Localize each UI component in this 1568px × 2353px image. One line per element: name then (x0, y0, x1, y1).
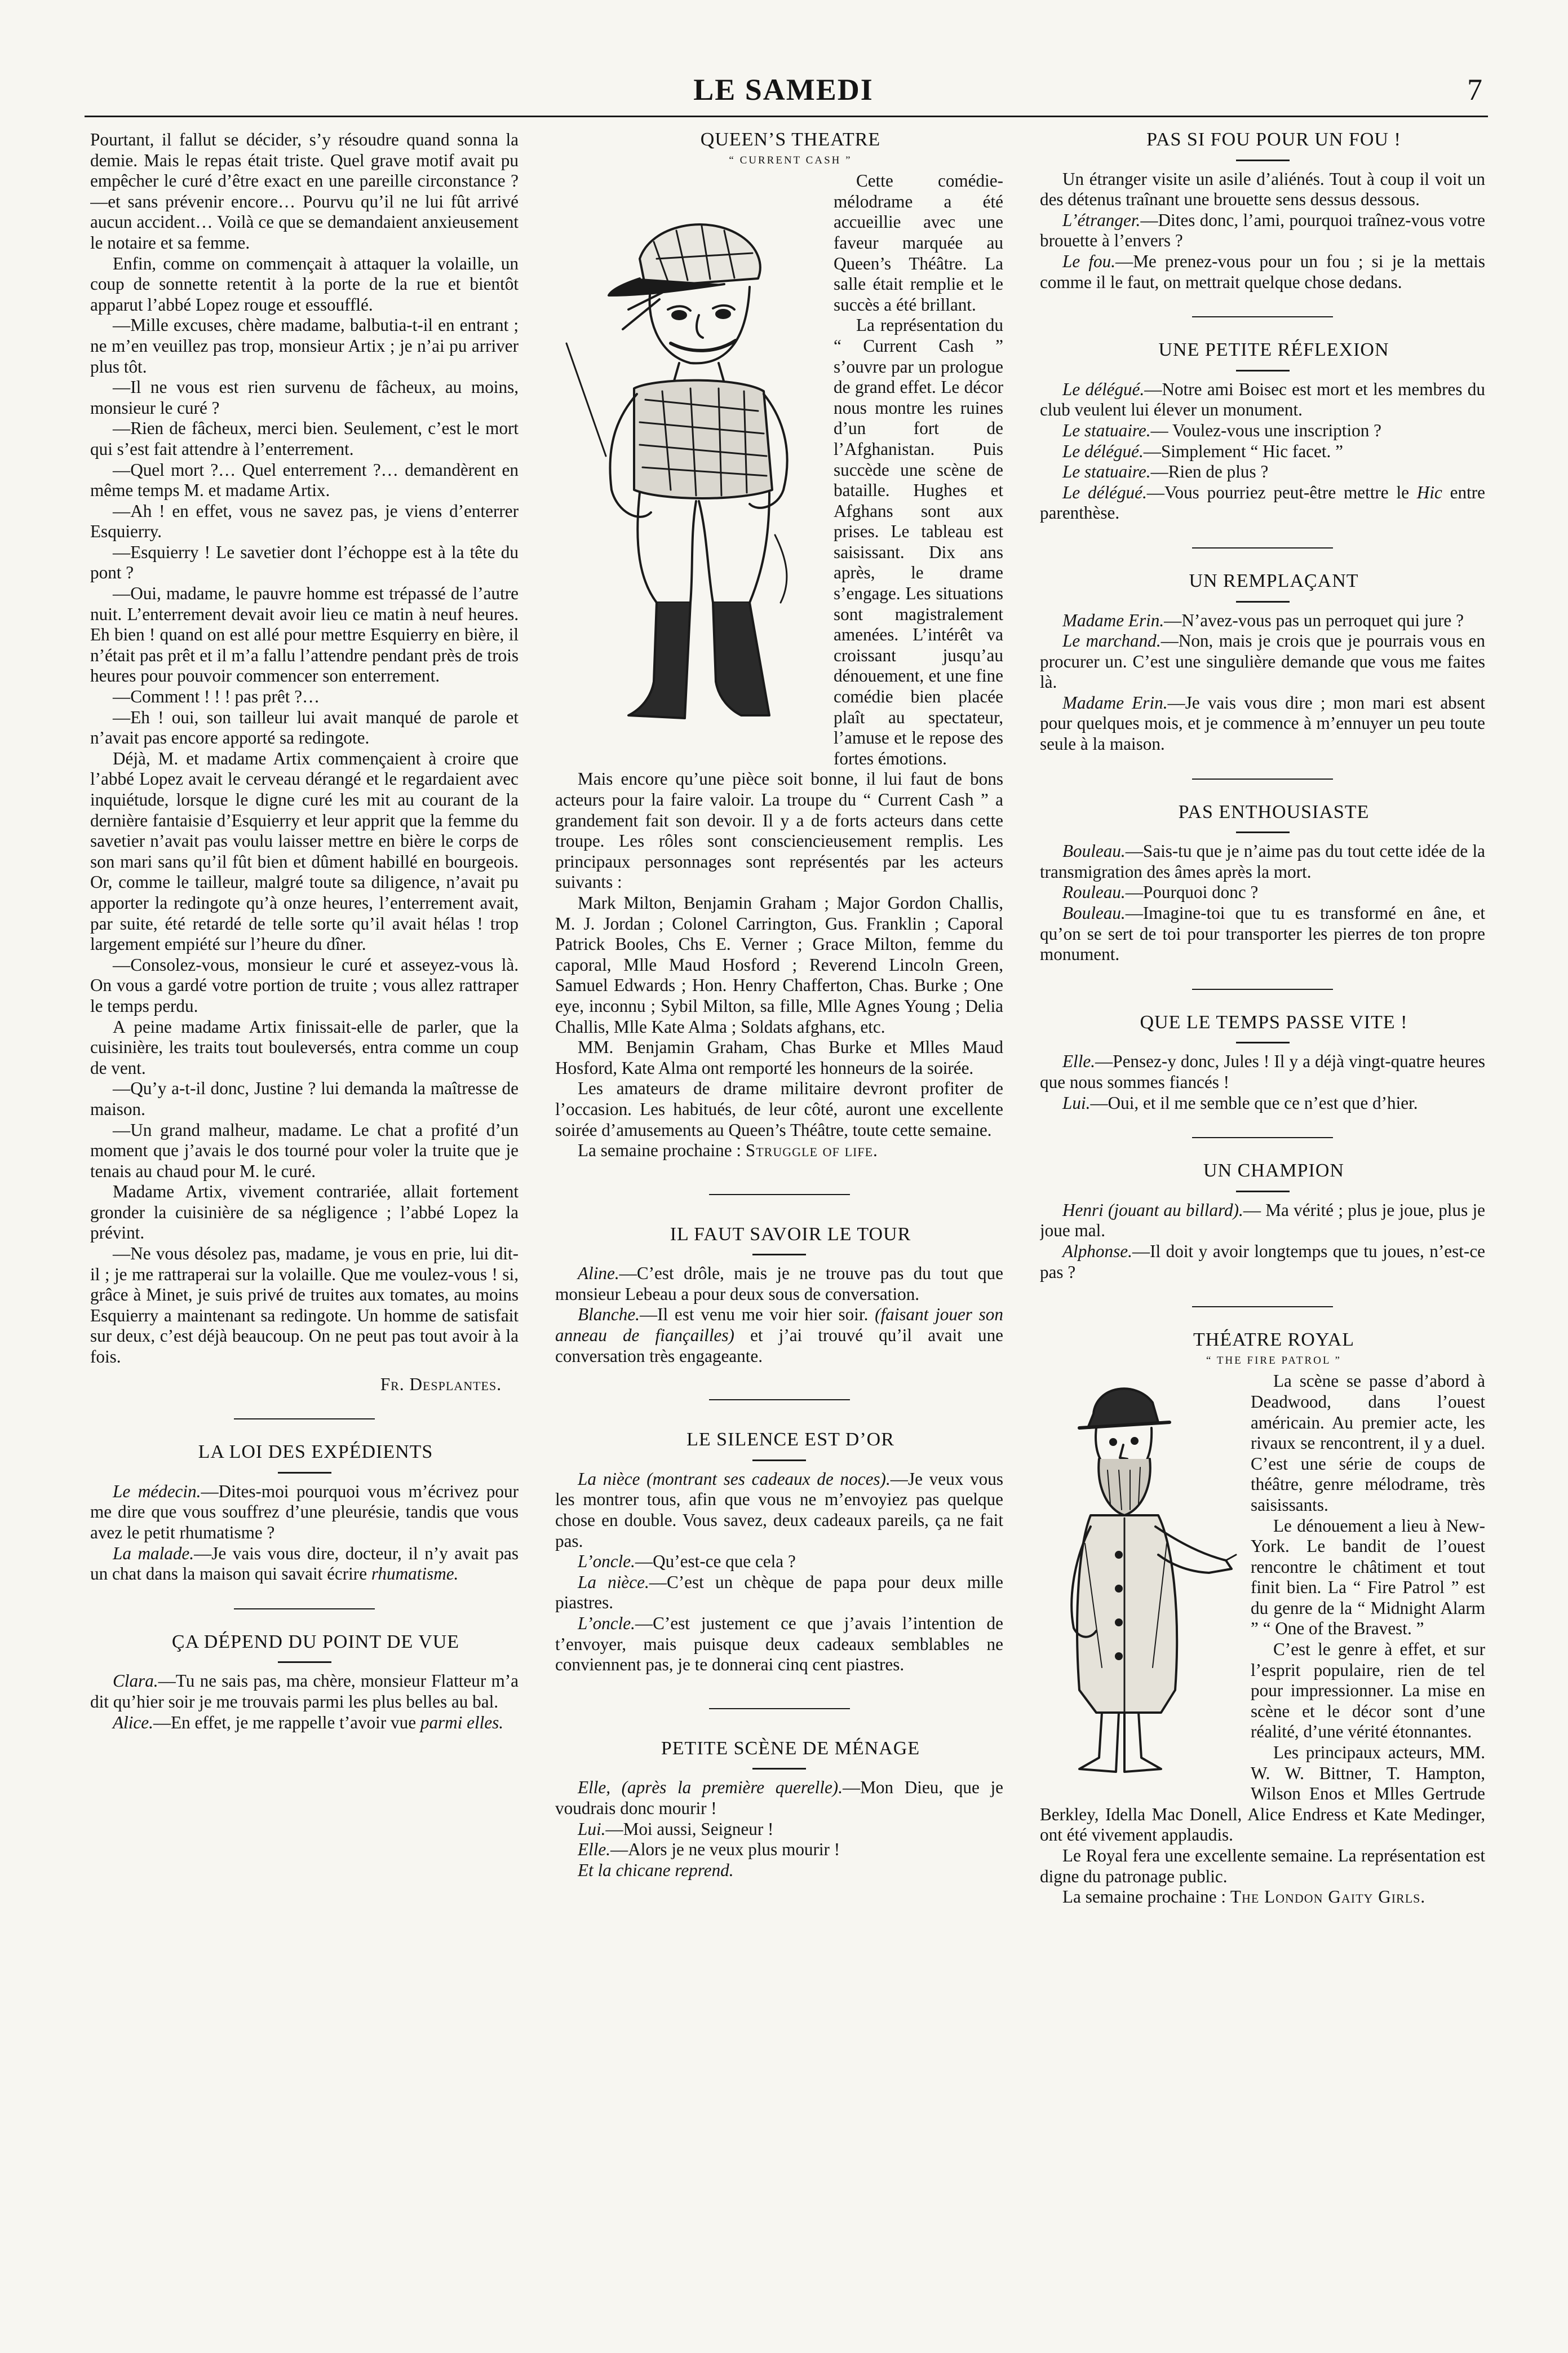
dialogue-text: —Me prenez-vous pour un fou ; si je la mettais comme il le faut, on mettrait quelque chose dedans. (1040, 251, 1485, 292)
heading-rule (1236, 370, 1290, 371)
dialogue-text: —Pourquoi donc ? (1125, 882, 1259, 903)
paragraph: La scène se passe d’abord à Deadwood, dans l’ouest américain. Au premier acte, les rivaux se rencontrent, il y a duel. C’est une série de coups de théâtre, genre mélodrame, très saisissants. (1251, 1371, 1485, 1515)
speaker: Le fou. (1062, 251, 1115, 271)
article-pas-enthousiaste (1040, 802, 1485, 965)
fireman-caricature-illustration (1040, 1374, 1237, 1785)
article-un-champion (1040, 1161, 1485, 1282)
dialogue-text: — Ma vérité ; plus je joue, plus je joue mal. (1040, 1200, 1485, 1241)
article-le-silence-est-dor (555, 1430, 1003, 1675)
article-heading: UN REMPLAÇANT (1189, 570, 1359, 591)
story-paragraph: —Esquierry ! Le savetier dont l’échoppe est à la tête du pont ? (90, 542, 519, 583)
speaker: Alice. (113, 1712, 153, 1732)
header-rule (85, 116, 1488, 117)
story-paragraph: Pourtant, il fallut se décider, s’y résoudre quand sonna la demie. Mais le repas était triste. Quel grave motif avait pu empêcher le curé d’être exact en une pareille circonstance ?—et sans prévenir encore… Pourvu qu’il ne lui fût arrivé aucun accident… Voilà ce que se demandaient anxieusement le notaire et sa femme. (90, 130, 519, 253)
dialogue-text: —Tu ne sais pas, ma chère, monsieur Flatteur m’a dit qu’hier soir je me trouvais parmi les plus belles au bal. (90, 1671, 519, 1711)
story-paragraph: —Ah ! en effet, vous ne savez pas, je viens d’enterrer Esquierry. (90, 501, 519, 542)
speaker: Rouleau. (1062, 882, 1126, 903)
dialogue-text: —Pensez-y donc, Jules ! Il y a déjà vingt-quatre heures que nous sommes fiancés ! (1040, 1051, 1485, 1092)
emphasis: Hic (1416, 482, 1442, 502)
jockey-caricature-illustration (555, 174, 820, 749)
section-divider (1192, 989, 1333, 990)
section-divider (709, 1194, 850, 1195)
column-right (1040, 130, 1485, 2317)
story-paragraph: —Un grand malheur, madame. Le chat a profité d’un moment que j’avais le dos tourné pour voler la truite que je tenais au chaud pour M. le curé. (90, 1120, 519, 1181)
article-que-le-temps-passe-vite (1040, 1012, 1485, 1113)
paragraph: Cette comédie-mélodrame a été accueillie avec une faveur marquée au Queen’s Théâtre. La salle était remplie et le succès a été brillant. (834, 171, 1003, 315)
story-paragraph: —Oui, madame, le pauvre homme est trépassé de l’autre nuit. L’enterrement devait avoir lieu ce matin à neuf heures. Eh bien ! quand on est allé pour mettre Esquierry en bière, il n’était pas prêt et il m’a fallu l’attendre pendant près de trois heures pour pouvoir commencer son enterrement. (90, 583, 519, 686)
dialogue-text: —Non, mais je crois que je pourrais vous en procurer un. C’est une singulière demande que vous me faites là. (1040, 631, 1485, 692)
dialogue-text: —C’est drôle, mais je ne trouve pas du tout que monsieur Lebeau a pour deux sous de conversation. (555, 1263, 1003, 1304)
paragraph: MM. Benjamin Graham, Chas Burke et Mlles Maud Hosford, Kate Alma ont remporté les honneurs de la soirée. (555, 1037, 1003, 1078)
paragraph: Les amateurs de drame militaire devront profiter de l’occasion. Les habitués, de leur côté, auront une excellente soirée d’amusements au Queen’s Théâtre, toute cette semaine. (555, 1078, 1003, 1140)
next-week-label: La semaine prochaine : (578, 1140, 746, 1161)
play-title: “ THE FIRE PATROL ” (1206, 1354, 1341, 1366)
fireman-caricature-drawing (1040, 1374, 1237, 1780)
story-paragraph: Déjà, M. et madame Artix commençaient à croire que l’abbé Lopez avait le cerveau dérangé et le regardaient avec inquiétude, lorsque le digne curé les mit au courant de la dernière fantaisie d’Esquierry et leur apprit que la femme du savetier n’avait pas voulu laisser mettre en bière le corps de son mari sans qu’il fût bien et dûment habillé en bourgeois. Or, comme le tailleur, malgré toute sa diligence, n’avait pu apporter la redingote qu’à onze heures, l’enterrement avait, par suite, été retardé de telle sorte qu’il avait hélas ! trop largement empiété sur l’heure du dîner. (90, 748, 519, 954)
story-paragraph: —Mille excuses, chère madame, balbutia-t-il en entrant ; ne m’en veuillez pas trop, monsieur Artix ; je n’ai pu arriver plus tôt. (90, 315, 519, 377)
heading-rule (1236, 831, 1290, 833)
emphasis: rhumatisme. (371, 1564, 459, 1584)
section-divider (1192, 547, 1333, 549)
dialogue-text: —Qu’est-ce que cela ? (635, 1551, 796, 1572)
section-divider (234, 1418, 375, 1419)
article-un-remplacant (1040, 571, 1485, 755)
article-heading: PETITE SCÈNE DE MÉNAGE (661, 1737, 920, 1759)
next-week-label: La semaine prochaine : (1062, 1887, 1230, 1907)
dialogue-text: —Je vais vous dire ; mon mari est absent pour quelques mois, et je commence à m’ennuyer un peu toute seule à la maison. (1040, 692, 1485, 754)
article-heading: PAS ENTHOUSIASTE (1178, 801, 1370, 822)
story-paragraph: —Rien de fâcheux, merci bien. Seulement, c’est le mort qui s’est fait attendre à l’enterrement. (90, 418, 519, 459)
paragraph: Le dénouement a lieu à New-York. Le bandit de l’ouest rencontre le châtiment et tout finit bien. La “ Fire Patrol ” est du genre de la “ Midnight Alarm ” “ One of the Bravest. ” (1251, 1515, 1485, 1639)
speaker: Bouleau. (1062, 841, 1126, 861)
story-paragraph: —Quel mort ?… Quel enterrement ?… demandèrent en même temps M. et madame Artix. (90, 459, 519, 501)
emphasis: parmi elles. (420, 1712, 504, 1732)
column-middle (555, 130, 1003, 2317)
speaker: Le délégué. (1062, 379, 1145, 399)
story-paragraph: —Comment ! ! ! pas prêt ?… (113, 687, 320, 707)
story-paragraph: Madame Artix, vivement contrariée, allait fortement gronder la cuisinière de sa négligence ; l’abbé Lopez la prévint. (90, 1182, 519, 1243)
speaker: Le statuaire. (1062, 462, 1151, 482)
section-divider (709, 1708, 850, 1709)
closing-line: Et la chicane reprend. (578, 1860, 734, 1880)
speaker: Elle. (578, 1839, 611, 1860)
article-heading: PAS SI FOU POUR UN FOU ! (1146, 130, 1401, 150)
dialogue-text: —Sais-tu que je n’aime pas du tout cette idée de la transmigration des âmes après la mort. (1040, 841, 1485, 882)
story-paragraph: Enfin, comme on commençait à attaquer la volaille, un coup de sonnette retentit à la porte de la rue et bientôt apparut l’abbé Lopez rouge et essoufflé. (90, 253, 519, 315)
dialogue-text: entre parenthèse. (1040, 482, 1485, 523)
story-paragraph: —Consolez-vous, monsieur le curé et asseyez-vous là. On vous a gardé votre portion de truite ; vous allez rattraper le temps perdu. (90, 954, 519, 1016)
page-header (85, 72, 1482, 117)
dialogue-text: —Alors je ne veux plus mourir ! (610, 1839, 840, 1860)
article-heading: UNE PETITE RÉFLEXION (1158, 339, 1389, 361)
speaker: Aline. (578, 1263, 619, 1284)
article-pas-si-fou (1040, 130, 1485, 293)
dialogue-text: —Je veux vous les montrer tous, afin que vous ne m’envoyiez pas quelque chose en double. Vous savez, deux cadeaux pareils, ça ne fait pas. (555, 1469, 1003, 1551)
article-heading: QUEEN’S THEATRE (700, 130, 881, 150)
cast-list: Mark Milton, Benjamin Graham ; Major Gordon Challis, M. J. Jordan ; Colonel Carrington, Gus. Franklin ; Caporal Patrick Booles, Chs E. Verner ; Grace Milton, femme du caporal, Mlle Maud Hosford ; Reverend Lincoln Green, Samuel Edwards ; Hon. Henry Chafferton, Chas. Burke ; One eye, inconnu ; Sybil Milton, sa fille, Mlle Agnes Young ; Delia Challis, Mlle Kate Alma ; Soldats afghans, etc. (555, 892, 1003, 1037)
section-divider (234, 1608, 375, 1609)
column-left (90, 130, 519, 2317)
story-paragraph: —Ne vous désolez pas, madame, je vous en prie, lui dit-il ; je me rattraperai sur la volaille. Que me voulez-vous ! si, grâce à Minet, je suis privé de truites aux tomates, au moins Esquierry a maintenant sa redingote. Un homme de satisfait sur deux, c’est déjà beaucoup. On ne peut pas tout avoir à la fois. (90, 1244, 519, 1367)
article-il-faut-savoir-le-tour (555, 1224, 1003, 1367)
next-week-line (555, 1140, 1003, 1161)
heading-rule (1236, 1042, 1290, 1043)
article-petite-scene-de-menage (555, 1739, 1003, 1881)
article-heading: QUE LE TEMPS PASSE VITE ! (1140, 1011, 1408, 1033)
heading-rule (278, 1472, 331, 1474)
dialogue-text: —Imagine-toi que tu es transformé en âne, et qu’on se sert de toi pour transporter les pierres de ton propre monument. (1040, 903, 1485, 965)
dialogue-text: —Vous pourriez peut-être mettre le (1146, 482, 1417, 502)
dialogue-text: —Il est venu me voir hier soir. (639, 1304, 875, 1325)
speaker: Le statuaire. (1062, 420, 1151, 440)
story-paragraph: A peine madame Artix finissait-elle de parler, que la cuisinière, les traits tout bouleversés, entra comme un coup de vent. (90, 1016, 519, 1078)
speaker: Madame Erin. (1062, 610, 1164, 630)
story-continuation (90, 130, 519, 1395)
next-week-line (1040, 1887, 1485, 1908)
dialogue-text: —Rien de plus ? (1150, 462, 1269, 482)
dialogue-text: — Voulez-vous une inscription ? (1150, 420, 1381, 440)
section-divider (1192, 779, 1333, 780)
author-signature: Fr. Desplantes. (380, 1374, 502, 1394)
dialogue-text: —Simplement “ Hic facet. ” (1143, 441, 1343, 461)
article-une-petite-reflexion (1040, 340, 1485, 524)
speaker: L’oncle. (578, 1613, 635, 1633)
dialogue-text: —Je vais vous dire, docteur, il n’y avait pas un chat dans la maison qui savait écrire (90, 1543, 519, 1584)
article-heading: THÉATRE ROYAL (1193, 1329, 1354, 1351)
heading-rule (278, 1661, 331, 1663)
section-divider (709, 1399, 850, 1400)
dialogue-text: —Il doit y avoir longtemps que tu joues, n’est-ce pas ? (1040, 1241, 1485, 1282)
article-heading: IL FAUT SAVOIR LE TOUR (670, 1223, 911, 1245)
speaker: Bouleau. (1062, 903, 1126, 923)
paragraph: C’est le genre à effet, et sur l’esprit populaire, rien de tel pour impressionner. La mise en scène et le décor sont d’une réalité, d’une vérité étonnantes. (1251, 1639, 1485, 1742)
speaker: Lui. (1062, 1093, 1091, 1113)
speaker: Alphonse. (1062, 1241, 1132, 1261)
article-heading: ÇA DÉPEND DU POINT DE VUE (171, 1631, 460, 1652)
dialogue-text: —C’est justement ce que j’avais l’intention de t’envoyer, mais puisque deux cadeaux semblables ne conviennent pas, je te donnerai cinq cent piastres. (555, 1613, 1003, 1675)
dialogue-text: et j’ai trouvé qu’il avait une conversation très engageante. (555, 1325, 1003, 1366)
paragraph: Un étranger visite un asile d’aliénés. Tout à coup il voit un des détenus traînant une brouette sens dessus dessous. (1040, 169, 1485, 210)
dialogue-text: —Dites donc, l’ami, pourquoi traînez-vous votre brouette à l’envers ? (1040, 210, 1485, 251)
speaker: Le médecin. (113, 1481, 201, 1501)
speaker: La nièce (montrant ses cadeaux de noces). (578, 1469, 891, 1489)
dialogue-text: —Notre ami Boisec est mort et les membres du club veulent lui élever un monument. (1040, 379, 1485, 420)
dialogue-text: —Mon Dieu, que je voudrais donc mourir ! (555, 1777, 1003, 1818)
speaker: Clara. (113, 1671, 158, 1691)
paragraph: Le Royal fera une excellente semaine. La représentation est digne du patronage public. (1040, 1846, 1485, 1886)
next-week-title: The London Gaity Girls. (1230, 1887, 1426, 1907)
paragraph: Mais encore qu’une pièce soit bonne, il lui faut de bons acteurs pour la faire valoir. La troupe du “ Current Cash ” a grandement fait son devoir. Il y a de forts acteurs dans cette troupe. Les rôles sont consciencieusement remplis. Les principaux personnages sont représentés par les acteurs suivants : (555, 769, 1003, 892)
play-title: “ CURRENT CASH ” (729, 154, 852, 166)
story-paragraph: —Il ne vous est rien survenu de fâcheux, au moins, monsieur le curé ? (90, 377, 519, 418)
speaker: La nièce. (578, 1572, 649, 1592)
page-number: 7 (1467, 73, 1482, 107)
article-queens-theatre (555, 130, 1003, 1161)
next-week-title: Struggle of life. (745, 1140, 878, 1161)
jockey-caricature-drawing (555, 174, 820, 744)
heading-rule (752, 1254, 806, 1255)
speaker: Le délégué. (1062, 441, 1144, 461)
article-ca-depend (90, 1632, 519, 1733)
section-divider (1192, 1306, 1333, 1307)
section-divider (1192, 316, 1333, 317)
speaker: L’étranger. (1062, 210, 1141, 230)
article-loi-des-expedients (90, 1442, 519, 1585)
speaker: Elle. (1062, 1051, 1096, 1072)
speaker: Elle, (après la première querelle). (578, 1777, 843, 1798)
story-paragraph: —Qu’y a-t-il donc, Justine ? lui demanda la maîtresse de maison. (90, 1078, 519, 1119)
story-paragraph: —Eh ! oui, son tailleur lui avait manqué de parole et n’avait pas encore apporté sa redingote. (90, 707, 519, 748)
dialogue-text: —C’est un chèque de papa pour deux mille piastres. (555, 1572, 1003, 1613)
speaker: L’oncle. (578, 1551, 635, 1572)
heading-rule (1236, 1191, 1290, 1192)
dialogue-text: —En effet, je me rappelle t’avoir vue (153, 1712, 420, 1732)
running-title: LE SAMEDI (693, 73, 874, 107)
speaker: Blanche. (578, 1304, 640, 1325)
article-heading: UN CHAMPION (1203, 1160, 1344, 1182)
heading-rule (752, 1768, 806, 1770)
paragraph: La représentation du “ Current Cash ” s’ouvre par un prologue de grand effet. Le décor nous montre les ruines d’un fort de l’Afghanistan. Puis succède une scène de bataille. Hughes et Afghans sont aux prises. Le tableau est saisissant. Dix ans après, le drame s’engage. Les situations sont magistralement amenées. L’intérêt va croissant jusqu’au dénouement, et une fine comédie bien placée plaît au spectateur, l’amuse et le repose des fortes émotions. (834, 315, 1003, 768)
dialogue-text: —Dites-moi pourquoi vous m’écrivez pour me dire que vous souffrez d’une pleurésie, tandis que vous avez le petit rhumatisme ? (90, 1481, 519, 1542)
heading-rule (1236, 160, 1290, 161)
speaker: Madame Erin. (1062, 692, 1168, 713)
article-heading: LE SILENCE EST D’OR (686, 1429, 894, 1450)
speaker: Le délégué. (1062, 482, 1147, 502)
dialogue-text: —Moi aussi, Seigneur ! (605, 1819, 774, 1839)
heading-rule (1236, 601, 1290, 603)
dialogue-text: —N’avez-vous pas un perroquet qui jure ? (1164, 610, 1464, 630)
stage-direction: (faisant jouer son anneau de fiançailles) (555, 1304, 1003, 1346)
cast-list: Les principaux acteurs, MM. W. W. Bittner, T. Hampton, Wilson Enos et Mlles Gertrude Berkley, Idella Mac Donell, Alice Endress et Kate Medinger, ont été vivement applaudis. (1040, 1742, 1485, 1845)
article-theatre-royal (1040, 1330, 1485, 1908)
article-heading: LA LOI DES EXPÉDIENTS (198, 1441, 433, 1463)
speaker: La malade. (113, 1543, 194, 1563)
dialogue-text: —Oui, et il me semble que ce n’est que d’hier. (1090, 1093, 1418, 1113)
speaker: Lui. (578, 1819, 606, 1839)
speaker: Henri (jouant au billard). (1062, 1200, 1243, 1220)
heading-rule (752, 1459, 806, 1461)
section-divider (1192, 1137, 1333, 1138)
speaker: Le marchand. (1062, 631, 1161, 651)
